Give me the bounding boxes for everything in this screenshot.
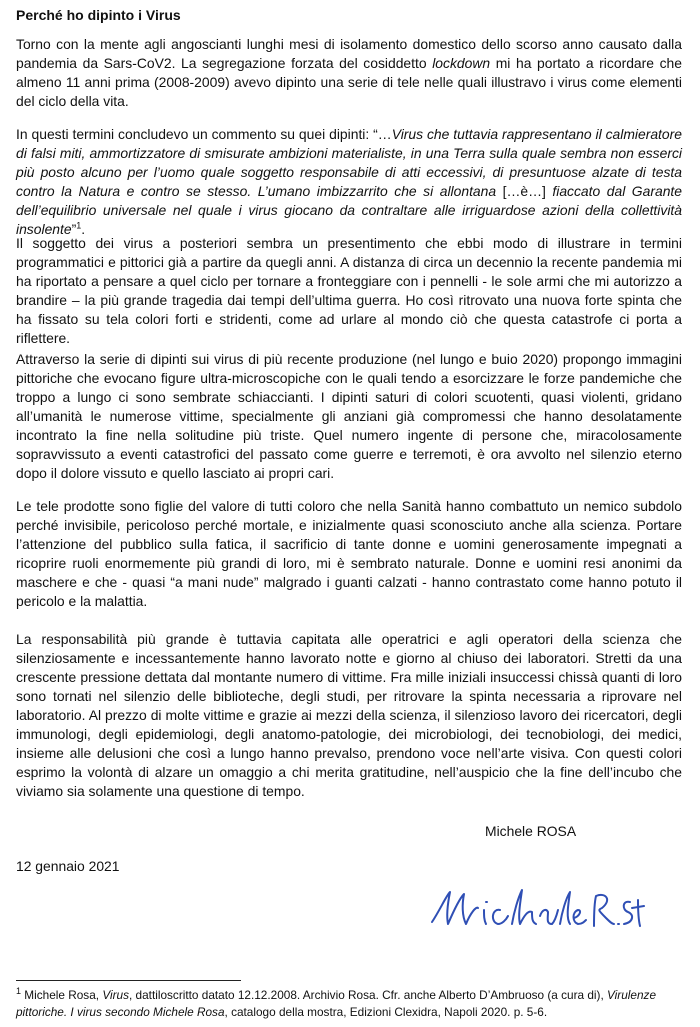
catalog-title: Virulenze pittoriche. I virus secondo Michele Rosa <box>16 988 656 1019</box>
paragraph-1: Torno con la mente agli angoscianti lunghi mesi di isolamento domestico dello scorso anno causato dalla pandemia da Sars-CoV2. La segregazione forzata del cosiddetto lockdown mi ha portato a ricordare che almeno 11 anni prima (2008-2009) avevo dipinto una serie di tele nelle quali illustravo i virus come elementi del ciclo della vita. <box>16 36 682 109</box>
quoted-text-part-1: Virus che tuttavia rappresentano il calmieratore di falsi miti, ammortizzatore di smisurate ambizioni materialiste, in una Terra sulla quale sembra non esserci più posto alcuno per l’uomo quale soggetto responsabile di atti eccessivi, di presuntuose alzate di testa contro la Natura e contro se stesso. L’umano imbizzarrito che si allontana <box>16 126 682 199</box>
quoted-text-part-2: fiaccato dal Garante dell’equilibrio universale nel quale i virus giocano da contraltare alle irriguardose azioni della collettività insolente <box>16 183 683 237</box>
footnote-separator <box>16 980 241 981</box>
footnote-reference[interactable]: 1 <box>76 220 82 231</box>
handwritten-signature <box>426 880 646 940</box>
paragraph-6: La responsabilità più grande è tuttavia capitata alle operatrici e agli operatori della scienza che silenziosamente e incessantemente hanno lavorato notte e giorno al chiuso dei laboratori. Stretti da una crescente pressione dettata dal montante numero di vittime. Fra mille iniziali insuccessi chissà quanti di loro sono tornati nel silenzio delle biblioteche, degli studi, per ritrovare la spinta necessaria a riprovare nel laboratorio. Al prezzo di molte vittime e grazie ai mezzi della scienza, il silenzioso lavoro dei ricercatori, degli immunologi, degli epidemiologi, degli anatomo-patologie, dei microbiologi, dei tecnobiologi, dei medici, insieme alle delusioni che così a lungo hanno prevalso, prendono voce nell’arte visiva. Con questi colori esprimo la volontà di alzare un omaggio a chi merita gratitudine, nell’auspicio che la fine dell’incubo che viviamo sia solamente una questione di tempo. <box>16 631 682 799</box>
paragraph-4: Attraverso la serie di dipinti sui virus di più recente produzione (nel lungo e buio 2020) propongo immagini pittoriche che evocano figure ultra-microscopiche con le quali tendo a esorcizzare le forze pandemiche che troppo a lungo ci sono sembrate schiaccianti. I dipinti saturi di colori scuotenti, quasi violenti, gridano all’umanità le numerose vittime, specialmente gli anziani già compromessi che hanno desolatamente incontrato la fine nella solitudine più triste. Quel numero ingente di persone che, miracolosamente sopravvissuto a eventi catastrofici del passato come guerre e terremoti, è ora avvolto nel silenzio eterno dopo il dolore vissuto e quello lasciato ai propri cari. <box>16 351 682 481</box>
document-date: 12 gennaio 2021 <box>16 858 120 874</box>
paragraph-2-quote: In questi termini concludevo un commento su quei dipinti: “…Virus che tuttavia rappresentano il calmieratore di falsi miti, ammortizzatore di smisurate ambizioni materialiste, in una Terra sulla quale sembra non esserci più posto alcuno per l’uomo quale soggetto responsabile di atti eccessivi, di presuntuose alzate di testa contro la Natura e contro se stesso. L’umano imbizzarrito che si allontana […è…] fiaccato dal Garante dell’equilibrio universale nel quale i virus giocano da contraltare alle irriguardose azioni della collettività insolente”$^1$. <box>16 126 683 237</box>
lockdown-term: lockdown <box>432 55 491 71</box>
document-title: Perché ho dipinto i Virus <box>16 7 181 23</box>
paragraph-3: Il soggetto dei virus a posteriori sembra un presentimento che ebbi modo di illustrare in termini programmatici e pittorici già a partire da quegli anni. A distanza di circa un decennio la recente pandemia mi ha riportato a pensare a quel ciclo per tornare a fronteggiare con i pennelli - le sole armi che mi autorizzo a brandire – la più grande tragedia dai tempi dell’ultima guerra. Ho così ritrovato una nuova forte spinta che ha fissato su tela colori forti e stridenti, come ad urlare al mondo ciò che questa catastrofe ci porta a riflettere. <box>16 235 682 346</box>
footnote-1: $^1$ Michele Rosa, Virus, dattiloscritto datato 12.12.2008. Archivio Rosa. Cfr. anche Alberto D’Ambruoso (a cura di), Virulenze pittoriche. I virus secondo Michele Rosa, catalogo della mostra, Edizioni Clexidra, Napoli 2020. p. 5-6. <box>16 986 656 1019</box>
author-name: Michele ROSA <box>485 823 577 839</box>
paragraph-5: Le tele prodotte sono figlie del valore di tutti coloro che nella Sanità hanno combattuto un nemico subdolo perché invisibile, pericoloso perché mortale, e inizialmente quasi sconosciuto anche alla scienza. Portare l’attenzione del pubblico sulla fatica, il sacrificio di tante donne e uomini generosamente impegnati a ricoprire ruoli enormemente più grandi di loro, mi è sembrato naturale. Donne e uomini resi anonimi da maschere e che - quasi “a mani nude” malgrado i guanti calzati - hanno contrastato come hanno potuto il pericolo e la malattia. <box>16 498 682 609</box>
